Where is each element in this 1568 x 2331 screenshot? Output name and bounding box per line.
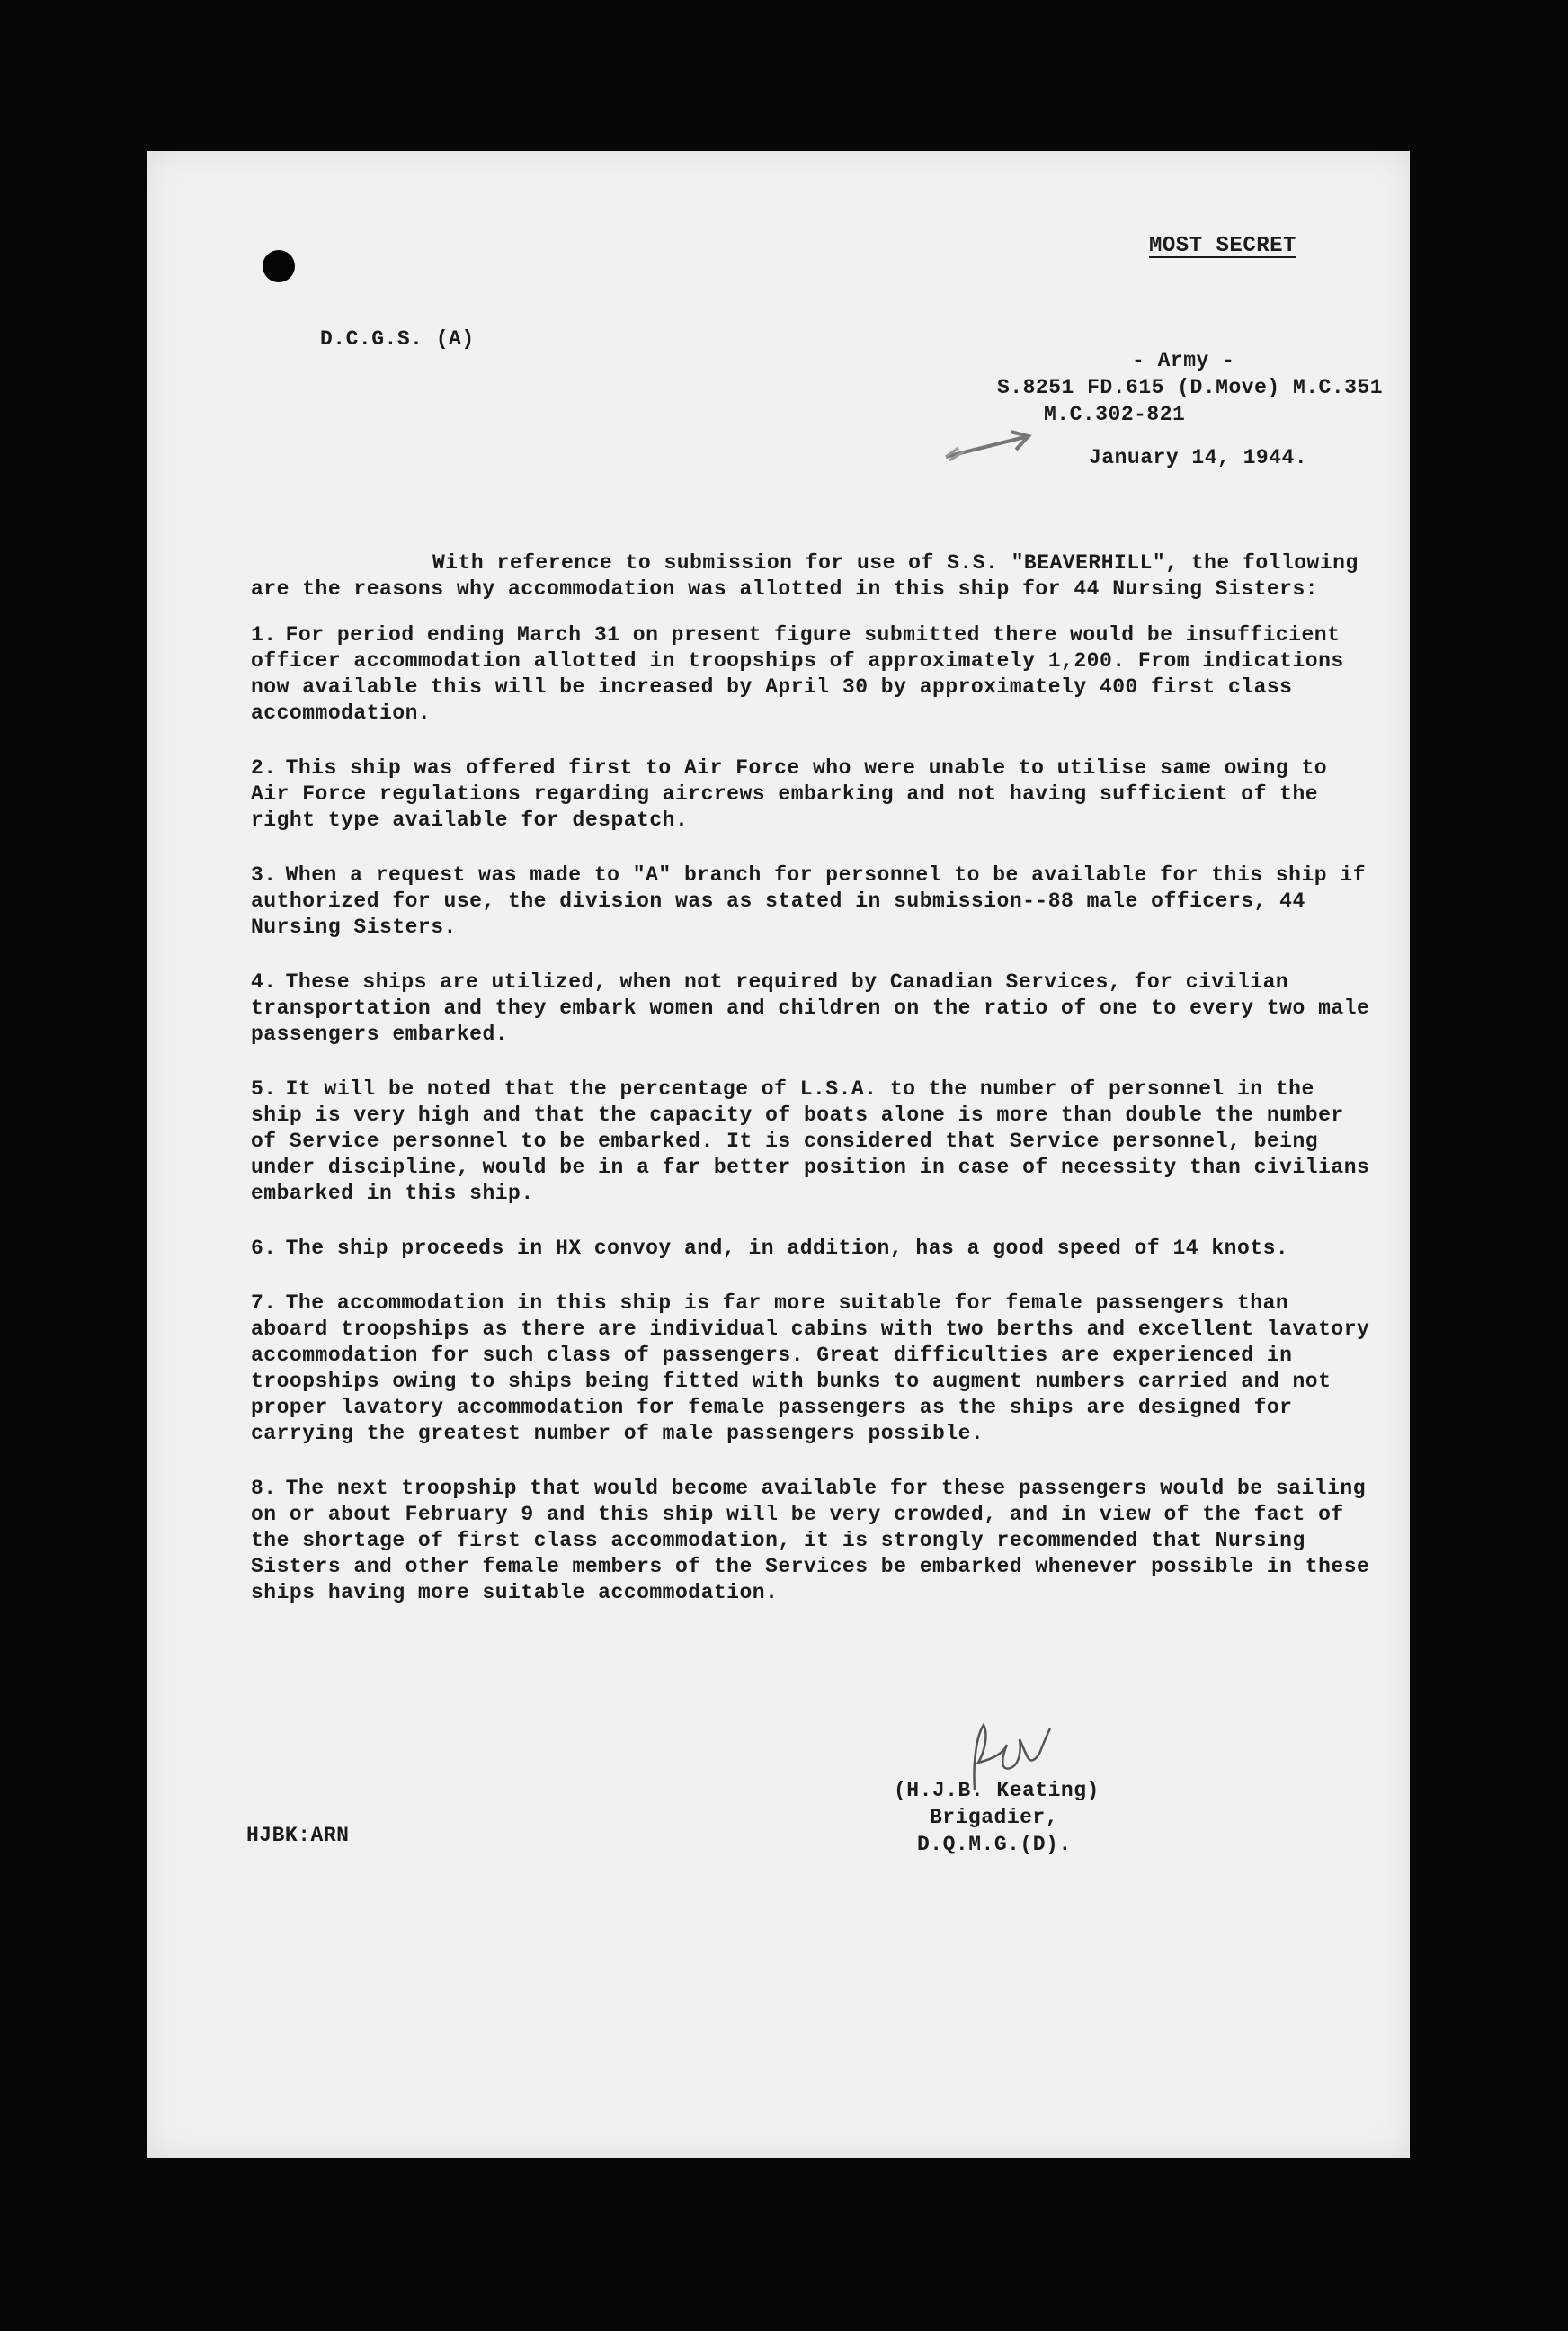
pencil-arrow-mark-icon — [939, 428, 1038, 464]
signatory-appointment: D.Q.M.G.(D). — [917, 1833, 1072, 1856]
paragraph-1 — [251, 622, 1375, 727]
department: - Army - — [1132, 349, 1235, 372]
paragraph-number: 2. — [251, 756, 277, 780]
paragraph-text: When a request was made to "A" branch for personnel to be available for this ship if authorized for use, the division was as stated in submission--88 male officers, 44 Nursing Sisters. — [251, 863, 1366, 939]
paragraph-4 — [251, 969, 1375, 1048]
paragraph-number: 8. — [251, 1477, 277, 1500]
paragraph-number: 6. — [251, 1237, 277, 1260]
signatory-rank: Brigadier, — [930, 1806, 1059, 1829]
intro-paragraph: With reference to submission for use of S.S. "BEAVERHILL", the following are the reasons why accommodation was allotted in this ship for 44 Nursing Sisters: — [251, 551, 1359, 601]
paragraph-text: The next troopship that would become available for these passengers would be sailing on or about February 9 and this ship will be very crowded, and in view of the fact of the shortage of first class accommodation, it is strongly recommended that Nursing Sisters and other female members of the Services be embarked whenever possible in these ships having more suitable accommodation. — [251, 1477, 1370, 1604]
paragraph-text: The accommodation in this ship is far more suitable for female passengers than aboard troopships as there are individual cabins with two berths and excellent lavatory accommodation for such class of passengers. Great difficulties are experienced in troopships owing to ships being fitted with bunks to augment numbers carried and not proper lavatory accommodation for female passengers as the ships are designed for carrying the greatest number of male passengers possible. — [251, 1291, 1370, 1445]
letter-body — [251, 550, 1375, 1635]
paragraph-number: 5. — [251, 1077, 277, 1101]
paragraph-3 — [251, 862, 1375, 941]
paragraph-number: 3. — [251, 863, 277, 887]
reference-block — [997, 347, 1384, 471]
paragraph-6 — [251, 1236, 1375, 1262]
paragraph-text: For period ending March 31 on present figure submitted there would be insufficient officer accommodation allotted in troopships of approximately 1,200. From indications now available this will be increased by April 30 by approximately 400 first class accommodation. — [251, 623, 1344, 725]
paragraph-5 — [251, 1076, 1375, 1207]
paragraph-number: 7. — [251, 1291, 277, 1315]
paragraph-number: 1. — [251, 623, 277, 647]
punch-hole — [263, 250, 295, 282]
signatory-name: (H.J.B. Keating) — [894, 1779, 1100, 1802]
typist-reference: HJBK:ARN — [246, 1824, 350, 1847]
paragraph-7 — [251, 1291, 1375, 1447]
letter-date: January 14, 1944. — [1089, 446, 1308, 469]
paragraph-text: These ships are utilized, when not required by Canadian Services, for civilian transportation and they embark women and children on the ratio of one to every two male passengers embarked. — [251, 970, 1370, 1046]
paragraph-text: This ship was offered first to Air Force who were unable to utilise same owing to Air Force regulations regarding aircrews embarking and not having sufficient of the right type available for despatch. — [251, 756, 1328, 832]
paragraph-text: The ship proceeds in HX convoy and, in addition, has a good speed of 14 knots. — [285, 1237, 1289, 1260]
signature-block — [894, 1777, 1100, 1858]
paragraph-text: It will be noted that the percentage of L.S.A. to the number of personnel in the ship is very high and that the capacity of boats alone is more than double the number of Service personnel to be embarked. It is considered that Service personnel, being under discipline, would be in a far better position in case of necessity than civilians embarked in this ship. — [251, 1077, 1370, 1205]
document-page — [147, 151, 1410, 2158]
security-classification: MOST SECRET — [1149, 234, 1296, 258]
paragraph-8 — [251, 1476, 1375, 1606]
paragraph-2 — [251, 755, 1375, 834]
addressee: D.C.G.S. (A) — [320, 327, 475, 351]
file-number-2: M.C.302-821 — [1044, 403, 1186, 426]
paragraph-number: 4. — [251, 970, 277, 994]
file-number-1: S.8251 FD.615 (D.Move) M.C.351 — [997, 376, 1384, 399]
